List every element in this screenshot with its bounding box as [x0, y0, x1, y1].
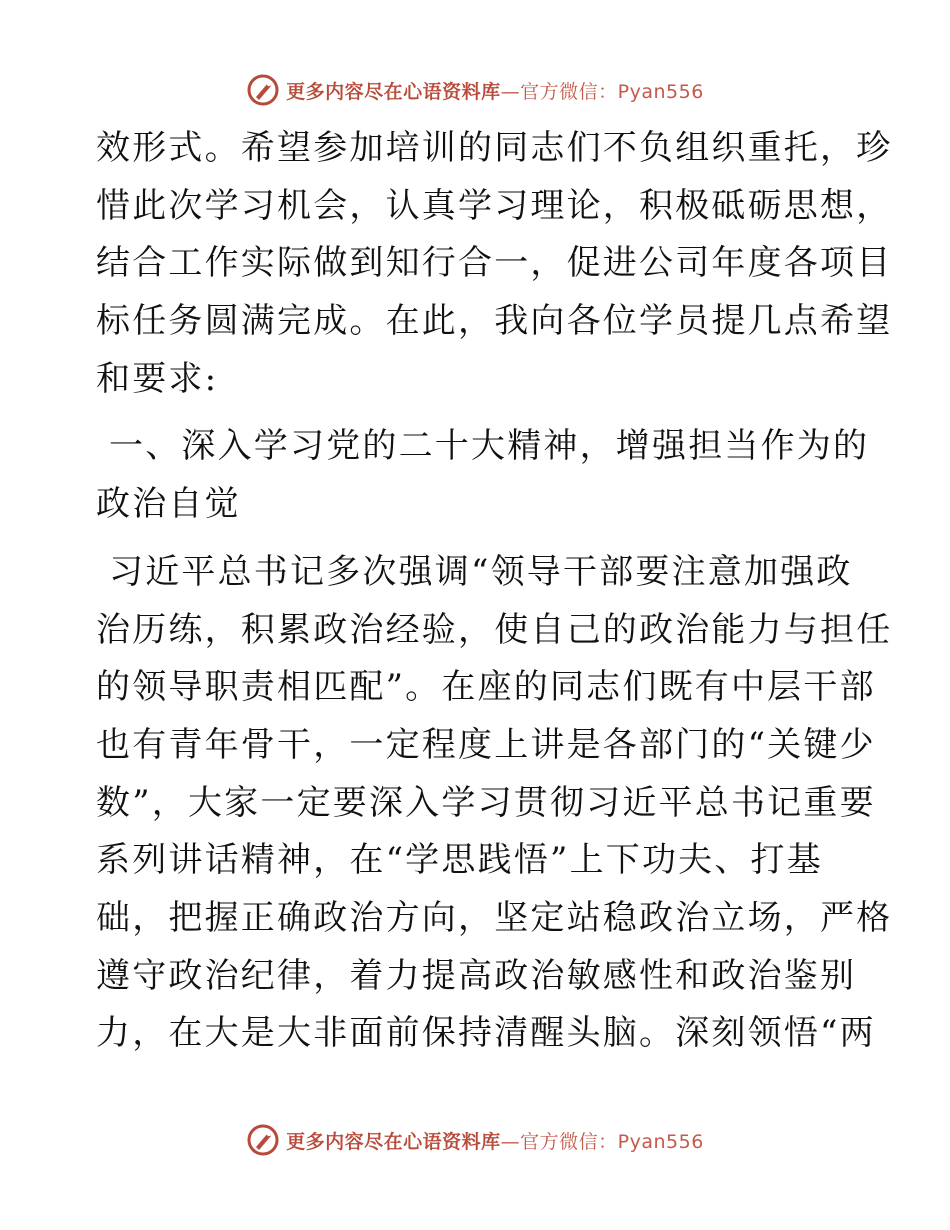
- paragraph-intro: [96, 120, 893, 408]
- text-line: 和要求:: [96, 358, 219, 399]
- text-line: 也有青年骨干，一定程度上讲是各部门的“关键少: [96, 724, 876, 765]
- text-line: 系列讲话精神，在“学思践悟”上下功夫、打基: [96, 840, 823, 881]
- header-watermark: [0, 70, 950, 110]
- watermark-wechat: —官方微信：Pyan556: [500, 80, 704, 103]
- pen-nib-logo-icon: [246, 1123, 280, 1157]
- text-line: 习近平总书记多次强调“领导干部要注意加强政: [96, 551, 853, 592]
- paragraph-section-1: [96, 544, 893, 1063]
- text-line: 惜此次学习机会，认真学习理论，积极砥砺思想，: [96, 185, 893, 226]
- watermark-text: [286, 1127, 704, 1154]
- watermark-brand: 更多内容尽在心语资料库: [286, 80, 501, 103]
- text-line: 数”，大家一定要深入学习贯彻习近平总书记重要: [96, 782, 876, 823]
- watermark-text: [286, 77, 704, 104]
- text-line: 治历练，积累政治经验，使自己的政治能力与担任: [96, 609, 893, 650]
- document-body: [96, 120, 893, 1063]
- pen-nib-logo-icon: [246, 73, 280, 107]
- footer-watermark: [0, 1120, 950, 1160]
- text-line: 础，把握正确政治方向，坚定站稳政治立场，严格: [96, 897, 893, 938]
- watermark-brand: 更多内容尽在心语资料库: [286, 1130, 501, 1153]
- section-heading-1: [96, 418, 870, 533]
- text-line: 效形式。希望参加培训的同志们不负组织重托，珍: [96, 128, 893, 168]
- text-line: 结合工作实际做到知行合一，促进公司年度各项目: [96, 243, 893, 284]
- text-line: 的领导职责相匹配”。在座的同志们既有中层干部: [96, 667, 876, 708]
- heading-line: 政治自觉: [96, 484, 241, 525]
- text-line: 标任务圆满完成。在此，我向各位学员提几点希望: [96, 301, 893, 342]
- text-line: 遵守政治纪律，着力提高政治敏感性和政治鉴别: [96, 955, 857, 996]
- heading-line: 一、深入学习党的二十大精神，增强担当作为的: [96, 426, 870, 467]
- watermark-wechat: —官方微信：Pyan556: [500, 1130, 704, 1153]
- text-line: 力，在大是大非面前保持清醒头脑。深刻领悟“两: [96, 1013, 876, 1054]
